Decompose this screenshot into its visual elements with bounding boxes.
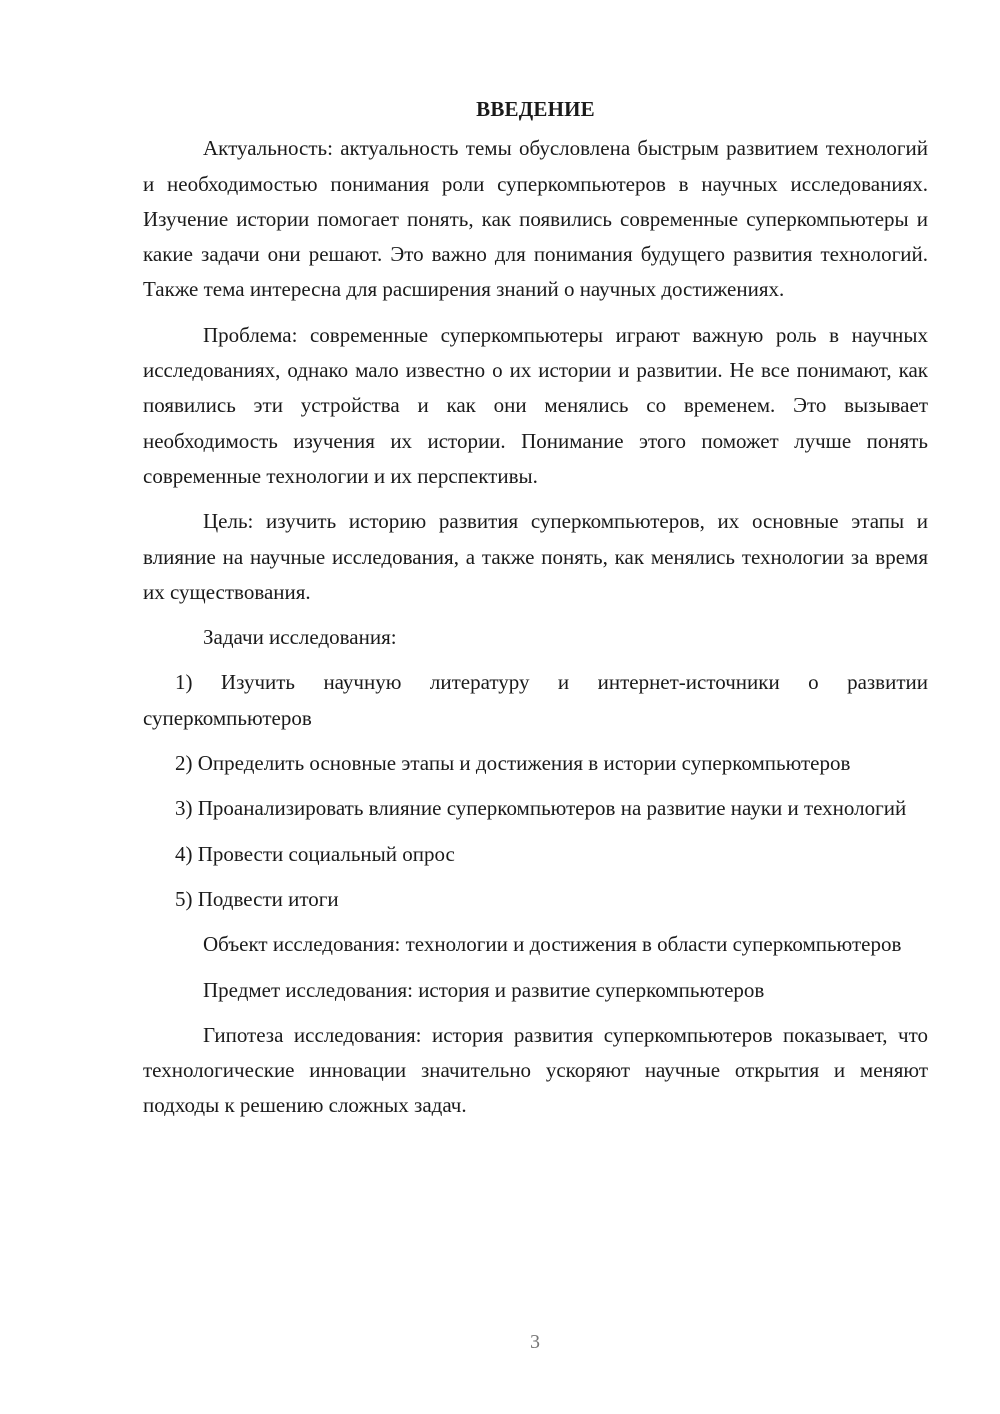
document-page	[143, 92, 928, 1134]
task-item-2: 2) Определить основные этапы и достижения в истории суперкомпьютеров	[175, 751, 851, 776]
problem-paragraph: Проблема: современные суперкомпьютеры играют важную роль в научных исследованиях, однако мало известно о их истории и развитии. Не все понимают, как появились эти устройства и как они менялись со временем. Это вызывает необходимость изучения их истории. Понимание этого поможет лучше понять современные технологии и их перспективы.	[143, 322, 928, 488]
subject-paragraph: Предмет исследования: история и развитие суперкомпьютеров	[203, 977, 765, 1002]
task-item-1: 1) Изучить научную литературу и интернет-источники о развитии суперкомпьютеров	[143, 670, 928, 730]
task-item-5: 5) Подвести итоги	[175, 886, 339, 911]
relevance-paragraph: Актуальность: актуальность темы обусловлена быстрым развитием технологий и необходимостью понимания роли суперкомпьютеров в научных исследованиях. Изучение истории помогает понять, как появились современные суперкомпьютеры и какие задачи они решают. Это важно для понимания будущего развития технологий. Также тема интересна для расширения знаний о научных достижениях.	[143, 136, 928, 302]
goal-paragraph: Цель: изучить историю развития суперкомпьютеров, их основные этапы и влияние на научные исследования, а также понять, как менялись технологии за время их существования.	[143, 509, 928, 604]
object-paragraph: Объект исследования: технологии и достижения в области суперкомпьютеров	[203, 932, 902, 957]
section-heading: ВВЕДЕНИЕ	[476, 97, 595, 121]
task-item-4: 4) Провести социальный опрос	[175, 841, 455, 866]
page-number: 3	[530, 1331, 540, 1353]
task-item-3: 3) Проанализировать влияние суперкомпьютеров на развитие науки и технологий	[175, 796, 907, 821]
hypothesis-paragraph: Гипотеза исследования: история развития суперкомпьютеров показывает, что технологические инновации значительно ускоряют научные открытия и меняют подходы к решению сложных задач.	[143, 1022, 928, 1118]
tasks-title: Задачи исследования:	[203, 625, 397, 650]
